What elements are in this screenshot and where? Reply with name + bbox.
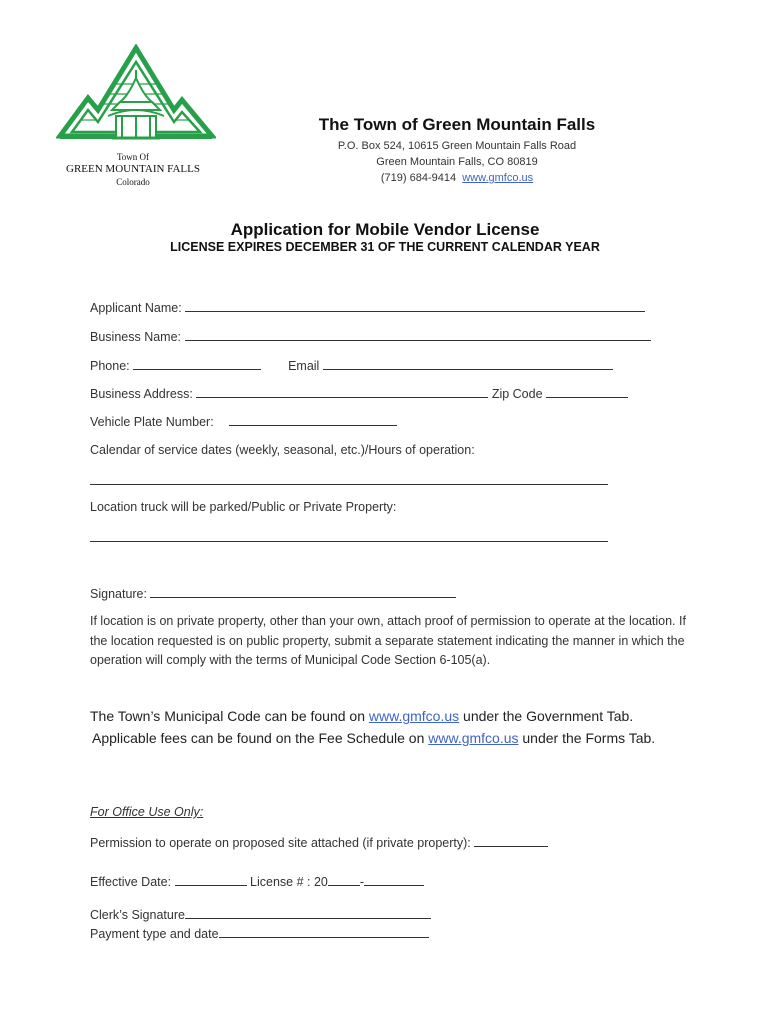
phone-label: Phone: <box>90 359 130 373</box>
phone-email-field <box>90 358 613 373</box>
note1-text: The Town’s Municipal Code can be found on <box>90 708 369 724</box>
phone-number: (719) 684-9414 <box>380 172 457 184</box>
signature-input[interactable] <box>150 586 456 598</box>
logo-town-name: GREEN MOUNTAIN FALLS <box>66 163 200 175</box>
email-label: Email <box>288 359 320 373</box>
note2-link[interactable]: www.gmfco.us <box>428 730 519 746</box>
website-link[interactable]: www.gmfco.us <box>462 172 534 184</box>
payment-label: Payment type and date <box>90 927 219 941</box>
note1-text-after: under the Government Tab. <box>459 708 634 724</box>
form-subtitle: LICENSE EXPIRES DECEMBER 31 OF THE CURRENT CALENDAR YEAR <box>170 240 600 254</box>
permission-input[interactable] <box>474 835 548 847</box>
logo-town-of: Town Of <box>116 152 150 162</box>
calendar-input[interactable] <box>90 473 608 485</box>
effective-date-field <box>90 874 424 889</box>
calendar-field <box>90 473 608 488</box>
signature-field <box>90 586 456 601</box>
permission-field <box>90 835 548 850</box>
calendar-label: Calendar of service dates (weekly, seasonal, etc.)/Hours of operation: <box>90 443 475 457</box>
payment-field <box>90 926 429 941</box>
business-address-input[interactable] <box>196 386 488 398</box>
form-title: Application for Mobile Vendor License <box>230 220 540 239</box>
zip-code-label: Zip Code <box>491 387 543 401</box>
clerk-signature-input[interactable] <box>185 907 431 919</box>
license-separator: - <box>359 875 365 889</box>
note1-link[interactable]: www.gmfco.us <box>368 708 460 724</box>
applicant-name-input[interactable] <box>185 300 645 312</box>
address-line-1: P.O. Box 524, 10615 Green Mountain Falls Road <box>337 140 577 152</box>
location-input[interactable] <box>90 530 608 542</box>
phone-input[interactable] <box>133 358 261 370</box>
signature-label: Signature: <box>90 587 147 601</box>
effective-date-label: Effective Date: <box>90 875 172 889</box>
business-name-input[interactable] <box>185 329 651 341</box>
license-prefix: 20 <box>313 875 328 889</box>
business-name-field <box>90 329 651 344</box>
note2-text-after: under the Forms Tab. <box>518 730 656 746</box>
vehicle-plate-label: Vehicle Plate Number: <box>90 415 214 429</box>
license-number-label: License # : <box>250 875 311 889</box>
instructions: If location is on private property, other than your own, attach proof of permission to operate at the location. If the location requested is on public property, submit a separate statement indicating the manner in which the operation will comply with the terms of Municipal Code Section 6-105(a). <box>90 614 686 667</box>
email-input[interactable] <box>323 358 613 370</box>
municipal-code-note <box>90 708 633 724</box>
fee-schedule-note <box>92 730 655 746</box>
logo-state: Colorado <box>116 177 150 187</box>
clerk-signature-label: Clerk’s Signature <box>90 908 185 922</box>
permission-label: Permission to operate on proposed site attached (if private property): <box>90 836 471 850</box>
payment-input[interactable] <box>219 926 429 938</box>
effective-date-input[interactable] <box>175 874 247 886</box>
zip-code-input[interactable] <box>546 386 628 398</box>
note2-text: Applicable fees can be found on the Fee Schedule on <box>92 730 429 746</box>
applicant-name-label: Applicant Name: <box>90 301 182 315</box>
business-address-field <box>90 386 628 401</box>
office-use-heading: For Office Use Only: <box>90 805 204 819</box>
address-line-2: Green Mountain Falls, CO 80819 <box>376 156 538 168</box>
business-name-label: Business Name: <box>90 330 182 344</box>
vehicle-plate-field <box>90 414 397 429</box>
location-field <box>90 530 608 545</box>
business-address-label: Business Address: <box>90 387 193 401</box>
contact-line <box>292 172 622 184</box>
applicant-name-field <box>90 300 645 315</box>
clerk-signature-field <box>90 907 431 922</box>
town-title: The Town of Green Mountain Falls <box>318 115 596 134</box>
location-label: Location truck will be parked/Public or Private Property: <box>90 500 397 514</box>
license-year-input[interactable] <box>328 874 360 886</box>
license-number-input[interactable] <box>364 874 424 886</box>
vehicle-plate-input[interactable] <box>229 414 397 426</box>
